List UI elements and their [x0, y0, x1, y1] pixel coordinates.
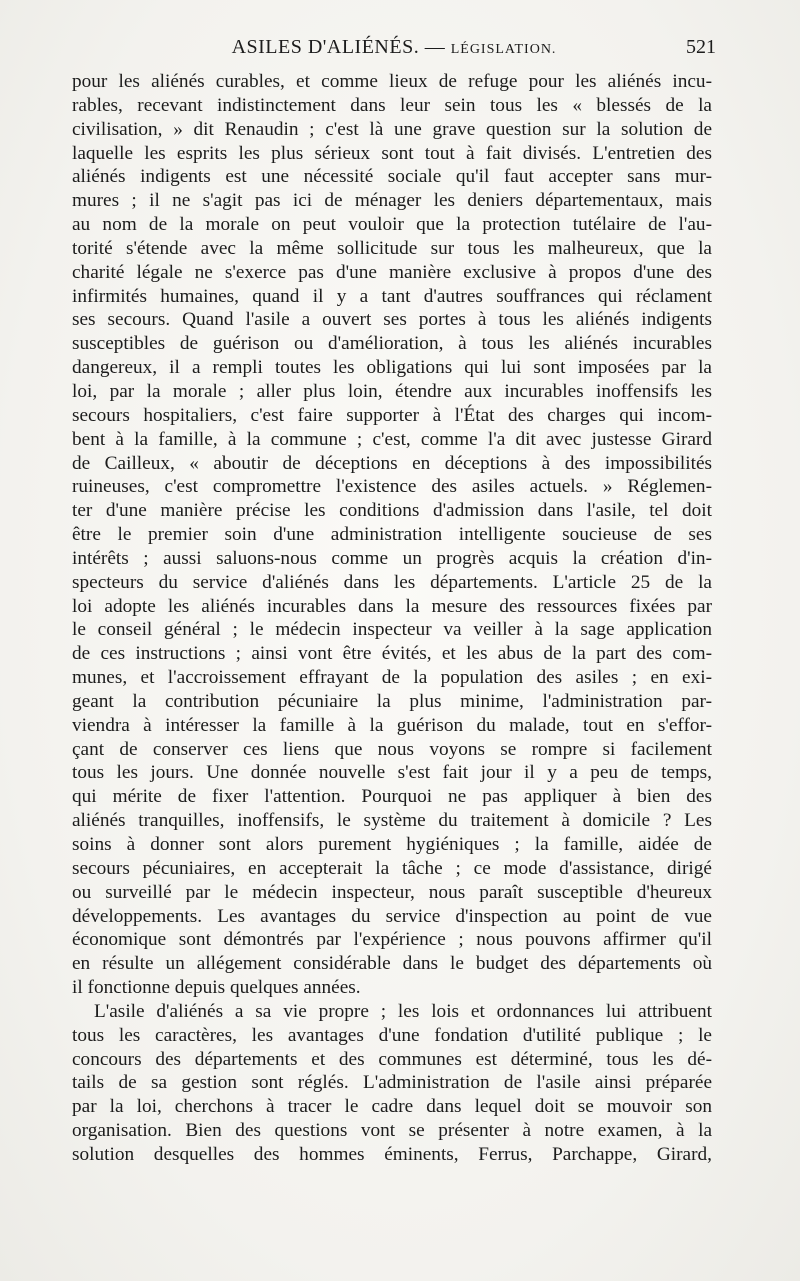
text-line: civilisation, » dit Renaudin ; c'est là une grave question sur la solution de — [72, 118, 712, 140]
text-line: tous les jours. Une donnée nouvelle s'est fait jour il y a peu de temps, — [72, 762, 712, 784]
text-line: le conseil général ; le médecin inspecteur va veiller à la sage application — [72, 619, 712, 641]
header-section: LÉGISLATION. — [450, 42, 557, 57]
text-line: qui mérite de fixer l'attention. Pourquoi ne pas appliquer à bien des — [72, 786, 712, 808]
text-line: laquelle les esprits les plus sérieux sont tout à fait divisés. L'entretien des — [72, 142, 712, 164]
text-line: ruineuses, c'est compromettre l'existence des asiles actuels. » Réglemen- — [72, 476, 712, 498]
text-line: de ces instructions ; ainsi vont être évités, et les abus de la part des com- — [72, 643, 712, 665]
paragraph — [72, 70, 712, 1000]
text-line: au nom de la morale on peut vouloir que la protection tutélaire de l'au- — [72, 214, 712, 236]
text-line: être le premier soin d'une administration intelligente soucieuse de ses — [72, 524, 712, 546]
text-line: par la loi, cherchons à tracer le cadre dans lequel doit se mouvoir son — [72, 1096, 712, 1118]
text-line: çant de conserver ces liens que nous voyons se rompre si facilement — [72, 738, 712, 760]
text-line: concours des départements et des communes est déterminé, tous les dé- — [72, 1048, 712, 1070]
text-line: secours hospitaliers, c'est faire supporter à l'État des charges qui incom- — [72, 404, 712, 426]
text-line: geant la contribution pécuniaire la plus minime, l'administration par- — [72, 690, 712, 712]
text-line: aliénés indigents est une nécessité sociale qu'il faut accepter sans mur- — [72, 166, 712, 188]
text-line: tails de sa gestion sont réglés. L'administration de l'asile ainsi préparée — [72, 1072, 712, 1094]
text-line: secours pécuniaires, en accepterait la tâche ; ce mode d'assistance, dirigé — [72, 857, 712, 879]
page-header — [72, 36, 716, 64]
text-line: munes, et l'accroissement effrayant de la population des asiles ; en exi- — [72, 667, 712, 689]
paragraph — [72, 1000, 712, 1167]
text-line: susceptibles de guérison ou d'amélioration, à tous les aliénés incurables — [72, 333, 712, 355]
header-title: ASILES D'ALIÉNÉS. — [231, 36, 420, 58]
text-line: viendra à intéresser la famille à la guérison du malade, tout en s'effor- — [72, 714, 712, 736]
text-line: intérêts ; aussi saluons-nous comme un progrès acquis la création d'in- — [72, 547, 712, 569]
text-line: torité s'étende avec la même sollicitude sur tous les malheureux, que la — [72, 237, 712, 259]
text-line: specteurs du service d'aliénés dans les départements. L'article 25 de la — [72, 571, 712, 593]
text-line: solution desquelles des hommes éminents, Ferrus, Parchappe, Girard, — [72, 1143, 712, 1165]
text-line: ter d'une manière précise les conditions d'admission dans l'asile, tel doit — [72, 500, 712, 522]
text-line: ses secours. Quand l'asile a ouvert ses portes à tous les aliénés indigents — [72, 309, 712, 331]
text-line: infirmités humaines, quand il y a tant d'autres souffrances qui réclament — [72, 285, 712, 307]
text-line: pour les aliénés curables, et comme lieux de refuge pour les aliénés incu- — [72, 71, 712, 92]
text-line: loi adopte les aliénés incurables dans la mesure des ressources fixées par — [72, 595, 712, 617]
text-line: rables, recevant indistinctement dans leur sein tous les « blessés de la — [72, 94, 712, 116]
body-text — [72, 70, 712, 1167]
text-line: il fonctionne depuis quelques années. — [72, 977, 361, 999]
text-line: de Cailleux, « aboutir de déceptions en déceptions à des impossibilités — [72, 452, 712, 474]
text-line: organisation. Bien des questions vont se présenter à notre examen, à la — [72, 1120, 712, 1142]
text-line: dangereux, il a rempli toutes les obligations qui lui sont imposées par la — [72, 357, 712, 379]
text-line: bent à la famille, à la commune ; c'est, comme l'a dit avec justesse Girard — [72, 428, 712, 450]
running-head — [72, 36, 716, 59]
text-line: ou surveillé par le médecin inspecteur, nous paraît susceptible d'heureux — [72, 881, 712, 903]
text-line: mures ; il ne s'agit pas ici de ménager les deniers départementaux, mais — [72, 190, 712, 212]
header-separator: — — [424, 36, 446, 58]
text-line: économique sont démontrés par l'expérience ; nous pouvons affirmer qu'il — [72, 929, 712, 951]
text-line: en résulte un allégement considérable dans le budget des départements où — [72, 953, 712, 975]
text-line: développements. Les avantages du service d'inspection au point de vue — [72, 905, 712, 927]
text-line: tous les caractères, les avantages d'une fondation d'utilité publique ; le — [72, 1024, 712, 1046]
text-line: soins à donner sont alors purement hygiéniques ; la famille, aidée de — [72, 834, 712, 855]
text-line: L'asile d'aliénés a sa vie propre ; les lois et ordonnances lui attribuent — [94, 1000, 712, 1022]
text-line: loi, par la morale ; aller plus loin, étendre aux incurables inoffensifs les — [72, 380, 712, 402]
text-line: charité légale ne s'exerce pas d'une manière exclusive à propos d'une des — [72, 261, 712, 283]
page-number: 521 — [686, 36, 716, 58]
text-line: aliénés tranquilles, inoffensifs, le système du traitement à domicile ? Les — [72, 810, 712, 832]
